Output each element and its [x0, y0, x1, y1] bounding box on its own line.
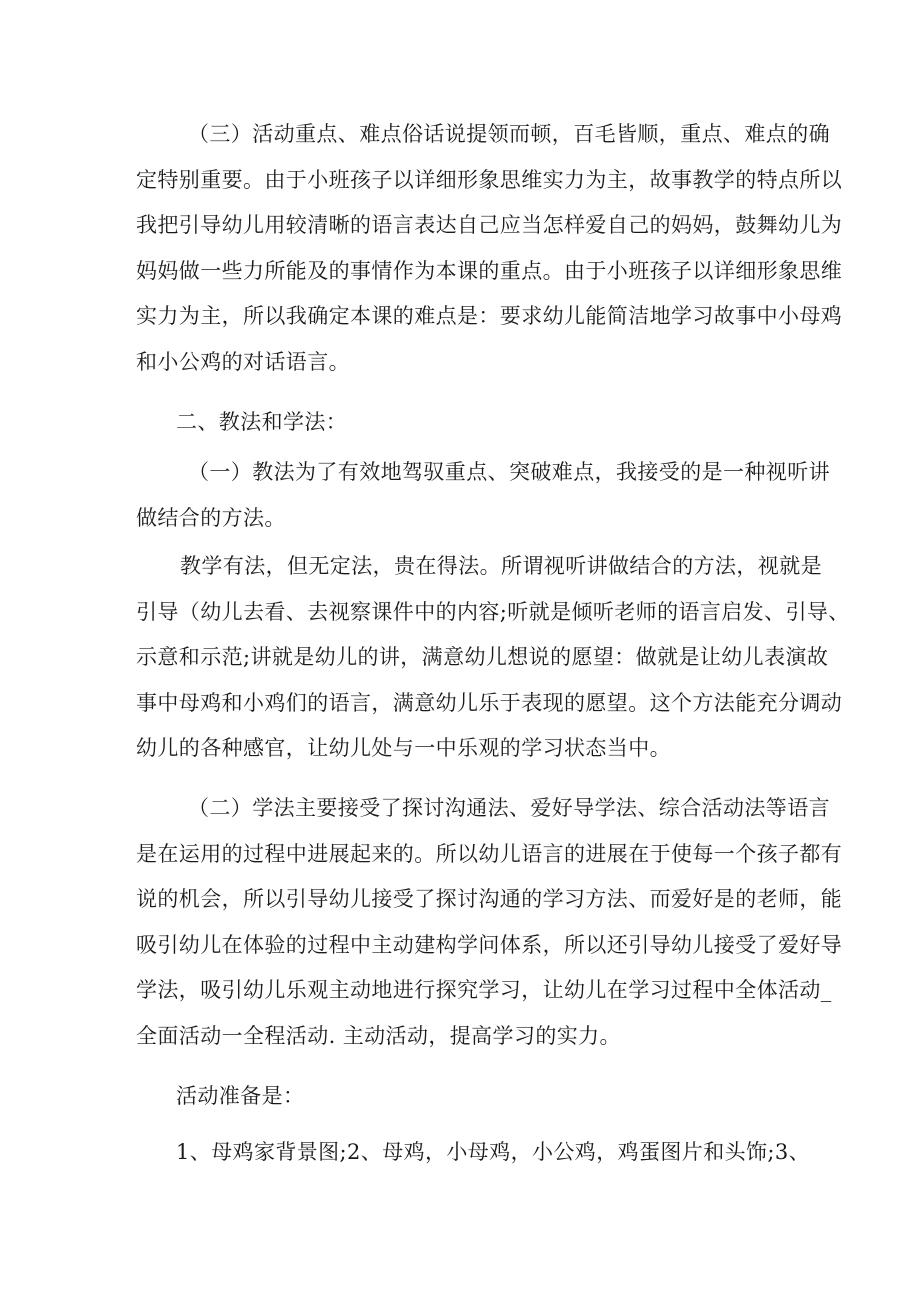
text-line: （三）活动重点、难点俗话说提领而顿，百毛皆顺，重点、难点的确	[188, 122, 830, 146]
text-line: 事中母鸡和小鸡们的语言，满意幼儿乐于表现的愿望。这个方法能充分调动	[136, 690, 843, 715]
paragraph-preparation-list	[176, 1130, 811, 1176]
section-heading-methods	[176, 400, 790, 446]
paragraph-key-points	[136, 112, 843, 386]
text-line: 1、母鸡家背景图;2、母鸡，小母鸡，小公鸡，鸡蛋图片和头饰;3、	[176, 1140, 811, 1164]
paragraph-teaching-method	[136, 450, 830, 541]
text-line: 活动准备是：	[176, 1084, 305, 1108]
text-line: 和小公鸡的对话语言。	[136, 349, 350, 374]
text-line: 全面活动一全程活动. 主动活动，提高学习的实力。	[136, 1023, 621, 1048]
text-line: 幼儿的各种感官，让幼儿处与一中乐观的学习状态当中。	[136, 736, 671, 761]
text-line: 我把引导幼儿用较清晰的语言表达自己应当怎样爱自己的妈妈，鼓舞幼儿为	[136, 213, 843, 238]
text-line: 示意和示范;讲就是幼儿的讲，满意幼儿想说的愿望：做就是让幼儿表演故	[136, 645, 829, 670]
paragraph-preparation-heading	[176, 1074, 790, 1120]
text-line: 妈妈做一些力所能及的事情作为本课的重点。由于小班孩子以详细形象思维	[136, 258, 843, 283]
text-line: 教学有法，但无定法，贵在得法。所谓视听讲做结合的方法，视就是	[180, 554, 822, 578]
text-line: 定特别重要。由于小班孩子以详细形象思维实力为主，故事教学的特点所以	[136, 167, 843, 192]
text-line: 实力为主，所以我确定本课的难点是：要求幼儿能简洁地学习故事中小母鸡	[136, 304, 843, 329]
text-line: 做结合的方法。	[136, 505, 286, 530]
paragraph-learning-method	[136, 786, 843, 1060]
text-line: （二）学法主要接受了探讨沟通法、爱好导学法、综合活动法等语言	[188, 796, 830, 820]
text-line: 是在运用的过程中进展起来的。所以幼儿语言的进展在于使每一个孩子都有	[136, 841, 843, 866]
text-line: 二、教法和学法：	[176, 410, 348, 434]
text-line: 说的机会，所以引导幼儿接受了探讨沟通的学习方法、而爱好是的老师，能	[136, 887, 843, 912]
text-line: （一）教法为了有效地驾驭重点、突破难点，我接受的是一种视听讲	[188, 460, 830, 484]
text-line: 学法，吸引幼儿乐观主动地进行探究学习，让幼儿在学习过程中全体活动_	[136, 978, 832, 1003]
text-line: 引导（幼儿去看、去视察课件中的内容;听就是倾听老师的语言启发、引导、	[136, 599, 850, 624]
paragraph-audiovisual-method	[136, 544, 850, 772]
text-line: 吸引幼儿在体验的过程中主动建构学问体系，所以还引导幼儿接受了爱好导	[136, 932, 843, 957]
